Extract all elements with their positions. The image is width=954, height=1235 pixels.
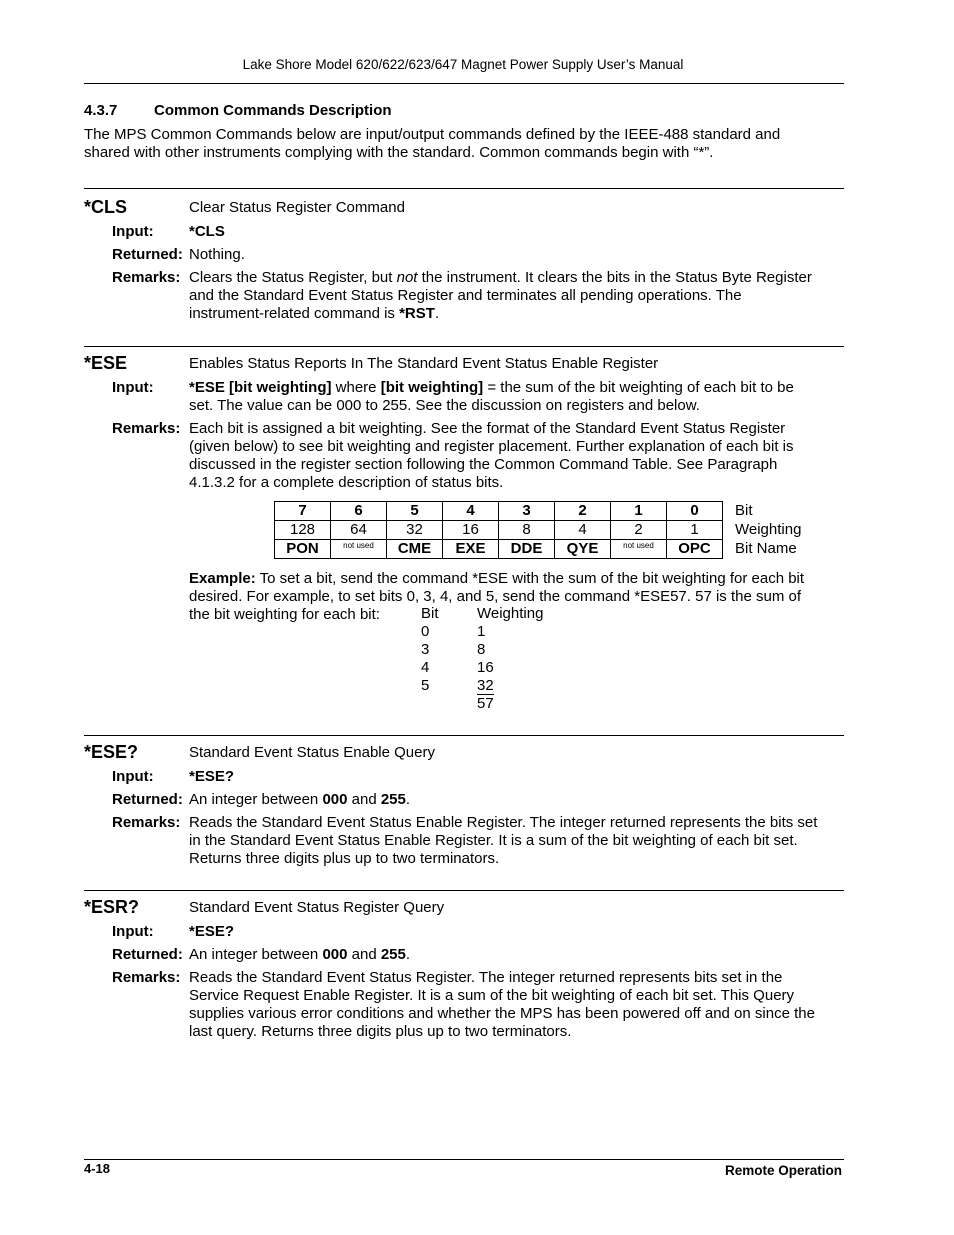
header-rule [84, 83, 844, 84]
intro-line: The MPS Common Commands below are input/output commands defined by the IEEE-488 standard and [84, 126, 781, 143]
command-desc-ese: Enables Status Reports In The Standard Event Status Enable Register [189, 355, 659, 372]
table-cell: 1 [611, 502, 667, 521]
cls-returned: Nothing. [189, 246, 245, 263]
table-cell: 0 [667, 502, 723, 521]
input-label: Input: [112, 379, 154, 396]
cls-remarks: Clears the Status Register, but not the instrument. It clears the bits in the Status Byte Register and the Standard Event Status Register and terminates all pending operations. The instrument-related command is *RST. [189, 269, 812, 322]
section-title: Common Commands Description [154, 102, 392, 119]
input-label: Input: [112, 923, 154, 940]
example-weighting-column: Weighting 1 8 16 32 57 [477, 605, 544, 712]
table-cell: EXE [443, 540, 499, 559]
table-cell: PON [275, 540, 331, 559]
command-desc-cls: Clear Status Register Command [189, 199, 405, 216]
ese-example: Example: To set a bit, send the command *ESE with the sum of the bit weighting for each bit desired. For example, to set bits 0, 3, 4, and 5, send the command *ESE57. 57 is the sum of the bit weighting for each bit: [189, 570, 805, 623]
table-cell: 3 [499, 502, 555, 521]
table-cell: 2 [555, 502, 611, 521]
command-name-esr-query: *ESR? [84, 897, 140, 917]
row-label-bit-name: Bit Name [735, 540, 797, 557]
row-label-bit: Bit [735, 502, 753, 519]
table-cell: 4 [443, 502, 499, 521]
remarks-label: Remarks: [112, 269, 181, 286]
table-cell: 64 [331, 521, 387, 540]
section-heading [84, 102, 392, 120]
ese-input: *ESE [bit weighting] where [bit weighting] = the sum of the bit weighting of each bit to be set. The value can be 000 to 255. See the discussion on registers and below. [189, 379, 794, 414]
table-cell: CME [387, 540, 443, 559]
page-number: 4-18 [84, 1161, 111, 1176]
table-cell: 7 [275, 502, 331, 521]
table-row-bits [275, 502, 723, 521]
esr-query-remarks: Reads the Standard Event Status Register. The integer returned represents bits set in the Service Request Enable Register. It is a sum of the bit weighting of each bit set. This Query supplies various error conditions and whether the MPS has been powered off and on since the last query. Returns three digits plus up to two terminators. [189, 969, 815, 1040]
table-row-weights [275, 521, 723, 540]
running-header: Lake Shore Model 620/622/623/647 Magnet Power Supply User’s Manual [242, 57, 684, 72]
command-desc-ese-query: Standard Event Status Enable Query [189, 744, 435, 761]
section-number: 4.3.7 [84, 102, 118, 119]
cls-input: *CLS [189, 223, 225, 240]
remarks-label: Remarks: [112, 420, 181, 437]
command-name-ese: *ESE [84, 353, 128, 373]
status-register-table [274, 501, 723, 559]
command-divider [84, 890, 844, 891]
esr-query-returned: An integer between 000 and 255. [189, 946, 411, 963]
returned-label: Returned: [112, 946, 183, 963]
command-name-cls: *CLS [84, 197, 128, 217]
table-cell: not used [611, 540, 667, 559]
table-cell: not used [331, 540, 387, 559]
table-row-names [275, 540, 723, 559]
command-divider [84, 735, 844, 736]
ese-query-returned: An integer between 000 and 255. [189, 791, 411, 808]
command-divider [84, 346, 844, 347]
table-cell: 128 [275, 521, 331, 540]
remarks-label: Remarks: [112, 814, 181, 831]
footer-section: Remote Operation [724, 1163, 842, 1178]
remarks-label: Remarks: [112, 969, 181, 986]
table-cell: QYE [555, 540, 611, 559]
returned-label: Returned: [112, 246, 183, 263]
command-name-ese-query: *ESE? [84, 742, 139, 762]
table-cell: 8 [499, 521, 555, 540]
returned-label: Returned: [112, 791, 183, 808]
table-cell: 16 [443, 521, 499, 540]
ese-query-input: *ESE? [189, 768, 235, 785]
esr-query-input: *ESE? [189, 923, 235, 940]
table-cell: 4 [555, 521, 611, 540]
command-divider [84, 188, 844, 189]
table-cell: 6 [331, 502, 387, 521]
footer-rule [84, 1159, 844, 1160]
ese-remarks: Each bit is assigned a bit weighting. See the format of the Standard Event Status Register (given below) to see bit weighting and register placement. Further explanation of each bit is discussed in the register section following the Common Command Table. See Paragraph 4.1.3.2 for a complete description of status bits. [189, 420, 794, 491]
table-cell: DDE [499, 540, 555, 559]
row-label-weighting: Weighting [735, 521, 802, 538]
table-cell: 2 [611, 521, 667, 540]
section-intro [84, 126, 844, 162]
input-label: Input: [112, 768, 154, 785]
table-cell: OPC [667, 540, 723, 559]
table-cell: 1 [667, 521, 723, 540]
intro-line: shared with other instruments complying with the standard. Common commands begin with “*”. [84, 144, 714, 161]
ese-query-remarks: Reads the Standard Event Status Enable Register. The integer returned represents the bits set in the Standard Event Status Enable Register. It is a sum of the bit weighting of each bit set. Returns three digits plus up to two terminators. [189, 814, 818, 867]
command-desc-esr-query: Standard Event Status Register Query [189, 899, 445, 916]
table-cell: 32 [387, 521, 443, 540]
example-bit-column: Bit 0 3 4 5 [421, 605, 439, 694]
table-cell: 5 [387, 502, 443, 521]
input-label: Input: [112, 223, 154, 240]
